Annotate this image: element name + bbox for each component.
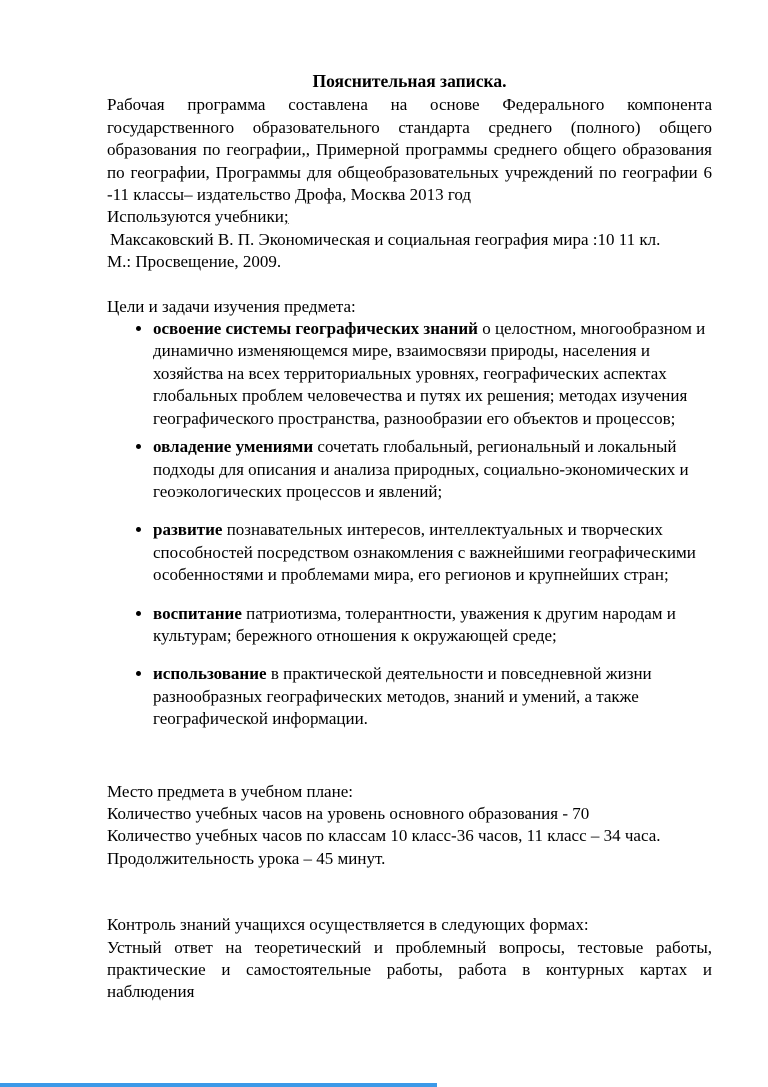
goal-lead: освоение системы географических знаний [153, 319, 478, 339]
goal-item [153, 603, 712, 648]
plan-heading: Место предмета в учебном плане: [107, 781, 353, 801]
plan-line: Количество учебных часов по классам 10 класс-36 часов, 11 класс – 34 часа. [107, 826, 661, 846]
goal-lead: развитие [153, 520, 223, 540]
reading-progress-bar [0, 1083, 437, 1087]
goal-item [153, 318, 712, 430]
publisher-line: М.: Просвещение, 2009. [107, 252, 282, 272]
textbook-entry: Максаковский В. П. Экономическая и социальная география мира :10 11 кл. [110, 229, 661, 249]
goal-text: в практической деятельности и повседневной жизни разнообразных географических методов, знаний и умений, а также географической информации. [153, 664, 652, 729]
goal-text: патриотизма, толерантности, уважения к другим народам и культурам; бережного отношения к окружающей среде; [153, 603, 676, 645]
intro-paragraph: Рабочая программа составлена на основе Федерального компонента государственного образовательного стандарта среднего (полного) общего образования по географии,, Примерной программы среднего общего образования по географии, Программы для общеобразовательных учреждений по географии 6 -11 классы– издательство Дрофа, Москва 2013 год [107, 95, 712, 205]
goal-text: сочетать глобальный, региональный и локальный подходы для описания и анализа природных, социально-экономических и геоэкологических процессов и явлений; [153, 437, 689, 501]
goal-item [153, 519, 712, 586]
control-paragraph: Устный ответ на теоретический и проблемный вопросы, тестовые работы, практические и самостоятельные работы, работа в контурных картах и наблюдения [107, 937, 712, 1002]
goal-item [153, 436, 712, 503]
textbooks-label-line [107, 206, 712, 228]
plan-line: Количество учебных часов на уровень основного образования - 70 [107, 803, 590, 823]
control-block [107, 914, 712, 1004]
goal-item [153, 663, 712, 730]
goals-list [107, 318, 712, 731]
goal-text: познавательных интересов, интеллектуальных и творческих способностей посредством ознакомления с важнейшими географическими особенностями и проблемами мира, его регионов и крупнейших стран; [153, 520, 696, 585]
page-title: Пояснительная записка. [312, 71, 507, 91]
goal-lead: воспитание [153, 603, 242, 623]
goals-heading: Цели и задачи изучения предмета: [107, 296, 356, 316]
plan-block [107, 781, 712, 871]
textbooks-label: Используются учебники [107, 207, 284, 227]
goal-text: о целостном, многообразном и динамично изменяющемся мире, взаимосвязи природы, населения и хозяйства на всех территориальных уровнях, географических аспектах глобальных проблем человечества и путях их решения; методах изучения географического пространства, разнообразии его объектов и процессов; [153, 319, 706, 428]
textbooks-punct: ; [283, 207, 289, 227]
document-content [107, 70, 712, 1004]
control-heading: Контроль знаний учащихся осуществляется в следующих формах: [107, 915, 589, 935]
goal-lead: овладение умениями [153, 437, 314, 457]
goal-lead: использование [153, 664, 267, 684]
plan-line: Продолжительность урока – 45 минут. [107, 848, 386, 868]
